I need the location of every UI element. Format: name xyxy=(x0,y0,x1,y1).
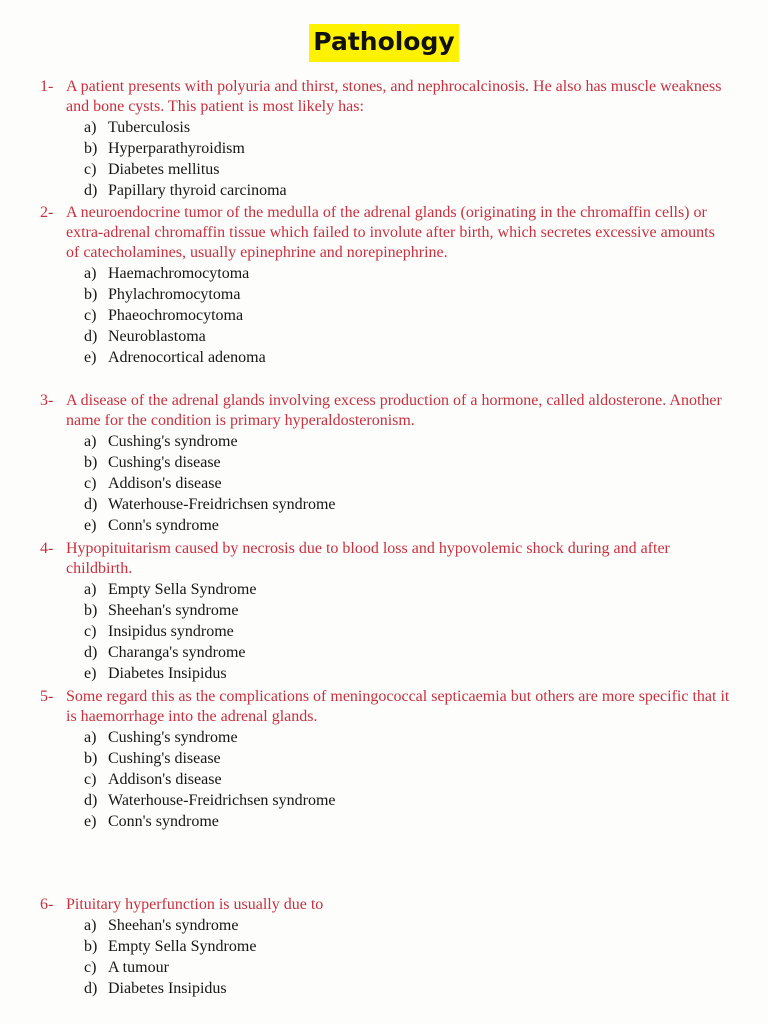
question-5 xyxy=(40,687,730,832)
option-letter: a) xyxy=(84,433,97,450)
question-number: 3- xyxy=(40,392,54,409)
option-c xyxy=(84,159,730,180)
option-letter: d) xyxy=(84,328,98,345)
question-text: Some regard this as the complications of meningococcal septicaemia but others are more specific that it is haemorrhage into the adrenal glands. xyxy=(66,688,730,725)
option-letter: c) xyxy=(84,161,97,178)
option-list xyxy=(84,915,730,999)
question-number: 6- xyxy=(40,896,54,913)
option-e xyxy=(84,347,730,368)
option-letter: d) xyxy=(84,980,98,997)
option-d xyxy=(84,978,730,999)
option-d xyxy=(84,180,730,201)
option-text: Neuroblastoma xyxy=(108,328,206,345)
option-letter: a) xyxy=(84,265,97,282)
option-a xyxy=(84,431,730,452)
page-title: Pathology xyxy=(309,24,458,62)
option-a xyxy=(84,915,730,936)
option-text: Empty Sella Syndrome xyxy=(108,938,257,955)
option-letter: a) xyxy=(84,729,97,746)
option-e xyxy=(84,515,730,536)
option-text: Diabetes Insipidus xyxy=(108,665,227,682)
option-text: Addison's disease xyxy=(108,771,222,788)
option-letter: c) xyxy=(84,307,97,324)
title-area xyxy=(0,24,768,62)
option-d xyxy=(84,326,730,347)
option-letter: c) xyxy=(84,959,97,976)
option-text: Sheehan's syndrome xyxy=(108,602,239,619)
option-letter: e) xyxy=(84,349,97,366)
option-text: Addison's disease xyxy=(108,475,222,492)
option-e xyxy=(84,663,730,684)
option-letter: d) xyxy=(84,496,98,513)
option-a xyxy=(84,263,730,284)
option-list xyxy=(84,431,730,536)
option-text: Phaeochromocytoma xyxy=(108,307,244,324)
option-text: Sheehan's syndrome xyxy=(108,917,239,934)
option-b xyxy=(84,748,730,769)
option-letter: b) xyxy=(84,286,98,303)
option-letter: c) xyxy=(84,475,97,492)
option-text: Adrenocortical adenoma xyxy=(108,349,266,366)
option-b xyxy=(84,284,730,305)
option-a xyxy=(84,117,730,138)
question-2 xyxy=(40,203,730,368)
option-text: A tumour xyxy=(108,959,169,976)
option-list xyxy=(84,579,730,684)
question-stem xyxy=(40,391,730,431)
option-letter: d) xyxy=(84,792,98,809)
option-letter: d) xyxy=(84,644,98,661)
option-letter: a) xyxy=(84,917,97,934)
option-letter: e) xyxy=(84,665,97,682)
option-b xyxy=(84,452,730,473)
option-b xyxy=(84,138,730,159)
option-d xyxy=(84,494,730,515)
question-4 xyxy=(40,539,730,684)
question-number: 2- xyxy=(40,204,54,221)
option-b xyxy=(84,936,730,957)
option-text: Cushing's syndrome xyxy=(108,729,238,746)
option-letter: a) xyxy=(84,581,97,598)
option-d xyxy=(84,642,730,663)
option-letter: e) xyxy=(84,813,97,830)
option-letter: c) xyxy=(84,623,97,640)
option-text: Diabetes mellitus xyxy=(108,161,220,178)
question-stem xyxy=(40,895,730,915)
option-b xyxy=(84,600,730,621)
question-stem xyxy=(40,203,730,263)
option-list xyxy=(84,727,730,832)
option-text: Diabetes Insipidus xyxy=(108,980,227,997)
option-text: Cushing's disease xyxy=(108,750,221,767)
option-c xyxy=(84,305,730,326)
option-letter: d) xyxy=(84,182,98,199)
option-list xyxy=(84,263,730,368)
option-text: Papillary thyroid carcinoma xyxy=(108,182,287,199)
question-text: A disease of the adrenal glands involving excess production of a hormone, called aldosterone. Another name for the condition is primary hyperaldosteronism. xyxy=(66,392,722,429)
option-text: Hyperparathyroidism xyxy=(108,140,245,157)
option-e xyxy=(84,811,730,832)
question-1 xyxy=(40,77,730,201)
option-letter: c) xyxy=(84,771,97,788)
option-letter: b) xyxy=(84,938,98,955)
option-text: Phylachromocytoma xyxy=(108,286,241,303)
option-a xyxy=(84,727,730,748)
option-letter: b) xyxy=(84,454,98,471)
option-letter: b) xyxy=(84,750,98,767)
option-c xyxy=(84,473,730,494)
option-text: Charanga's syndrome xyxy=(108,644,246,661)
option-text: Conn's syndrome xyxy=(108,813,219,830)
option-letter: b) xyxy=(84,140,98,157)
question-text: Pituitary hyperfunction is usually due to xyxy=(66,896,324,913)
question-number: 5- xyxy=(40,688,54,705)
option-a xyxy=(84,579,730,600)
question-stem xyxy=(40,77,730,117)
option-c xyxy=(84,957,730,978)
option-text: Waterhouse-Freidrichsen syndrome xyxy=(108,496,336,513)
question-stem xyxy=(40,539,730,579)
question-6 xyxy=(40,895,730,999)
option-text: Waterhouse-Freidrichsen syndrome xyxy=(108,792,336,809)
option-text: Cushing's disease xyxy=(108,454,221,471)
question-text: Hypopituitarism caused by necrosis due to blood loss and hypovolemic shock during and after childbirth. xyxy=(66,540,670,577)
option-letter: a) xyxy=(84,119,97,136)
option-letter: e) xyxy=(84,517,97,534)
question-text: A patient presents with polyuria and thirst, stones, and nephrocalcinosis. He also has muscle weakness and bone cysts. This patient is most likely has: xyxy=(66,78,722,115)
option-letter: b) xyxy=(84,602,98,619)
question-stem xyxy=(40,687,730,727)
option-list xyxy=(84,117,730,201)
option-text: Cushing's syndrome xyxy=(108,433,238,450)
question-text: A neuroendocrine tumor of the medulla of the adrenal glands (originating in the chromaffin cells) or extra-adrenal chromaffin tissue which failed to involute after birth, which secretes excessive amounts of catecholamines, usually epinephrine and norepinephrine. xyxy=(66,204,715,261)
option-text: Conn's syndrome xyxy=(108,517,219,534)
question-number: 4- xyxy=(40,540,54,557)
option-text: Tuberculosis xyxy=(108,119,191,136)
option-c xyxy=(84,769,730,790)
option-text: Empty Sella Syndrome xyxy=(108,581,257,598)
option-d xyxy=(84,790,730,811)
option-text: Haemachromocytoma xyxy=(108,265,250,282)
question-number: 1- xyxy=(40,78,54,95)
option-c xyxy=(84,621,730,642)
question-3 xyxy=(40,391,730,536)
option-text: Insipidus syndrome xyxy=(108,623,234,640)
